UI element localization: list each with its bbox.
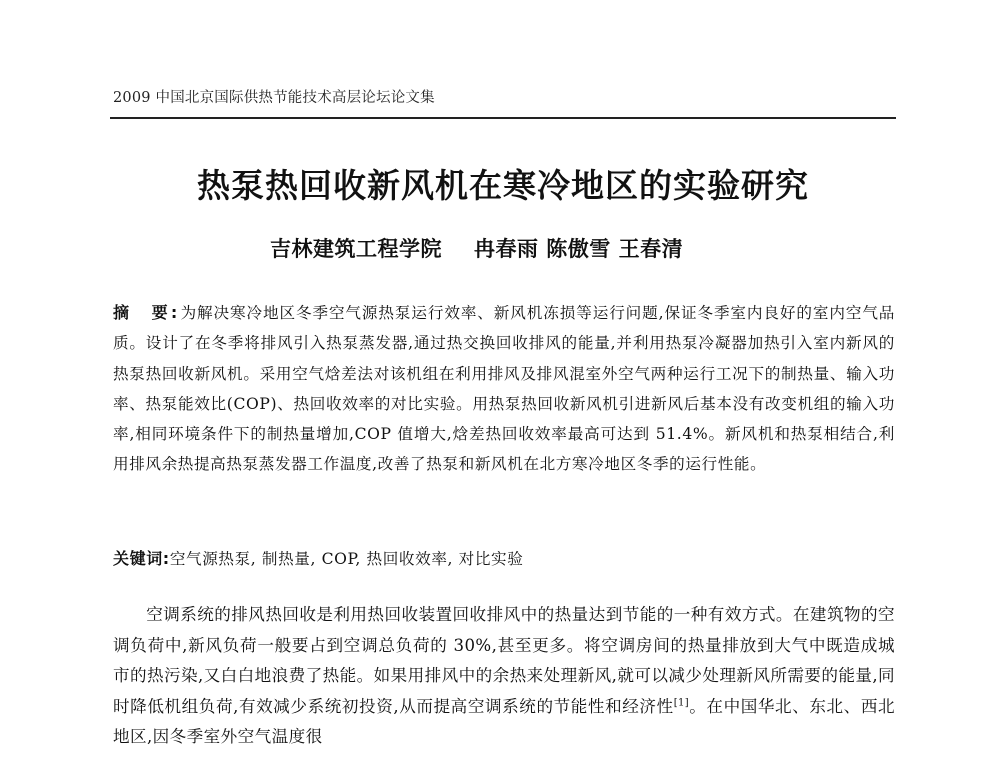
- abstract-label: 摘 要:: [113, 303, 181, 322]
- body-paragraph: [113, 600, 895, 753]
- citation-ref: [1]: [673, 696, 690, 708]
- author-line: [270, 233, 790, 263]
- header-rule: [110, 117, 896, 119]
- abstract: [113, 298, 895, 480]
- keywords-text: 空气源热泵, 制热量, COP, 热回收效率, 对比实验: [169, 550, 524, 568]
- abstract-text: 为解决寒冷地区冬季空气源热泵运行效率、新风机冻损等运行问题,保证冬季室内良好的室内空气品质。设计了在冬季将排风引入热泵蒸发器,通过热交换回收排风的能量,并利用热泵冷凝器加热引入室内新风的热泵热回收新风机。采用空气焓差法对该机组在利用排风及排风混室外空气两种运行工况下的制热量、输入功率、热泵能效比(COP)、热回收效率的对比实验。用热泵热回收新风机引进新风后基本没有改变机组的输入功率,相同环境条件下的制热量增加,COP 值增大,焓差热回收效率最高可达到 51.4%。新风机和热泵相结合,利用排风余热提高热泵蒸发器工作温度,改善了热泵和新风机在北方寒冷地区冬季的运行性能。: [113, 304, 895, 474]
- running-header: 2009 中国北京国际供热节能技术高层论坛论文集: [113, 90, 435, 106]
- body-text: 空调系统的排风热回收是利用热回收装置回收排风中的热量达到节能的一种有效方式。在建筑物的空调负荷中,新风负荷一般要占到空调总负荷的 30%,甚至更多。将空调房间的热量排放到大气中既造成城市的热污染,又白白地浪费了热能。如果用排风中的余热来处理新风,就可以减少处理新风所需要的能量,同时降低机组负荷,有效减少系统初投资,从而提高空调系统的节能性和经济性: [113, 605, 895, 716]
- paper-title: 热泵热回收新风机在寒冷地区的实验研究: [197, 166, 809, 205]
- keywords-label: 关键词:: [113, 549, 170, 568]
- body-continuation: 。在中国华北、东北、西北地区,因冬季室外空气温度很: [113, 696, 895, 746]
- keywords: [113, 546, 895, 569]
- author-affiliation: 吉林建筑工程学院: [270, 236, 442, 261]
- author-names: 冉春雨 陈傲雪 王春清: [474, 236, 684, 261]
